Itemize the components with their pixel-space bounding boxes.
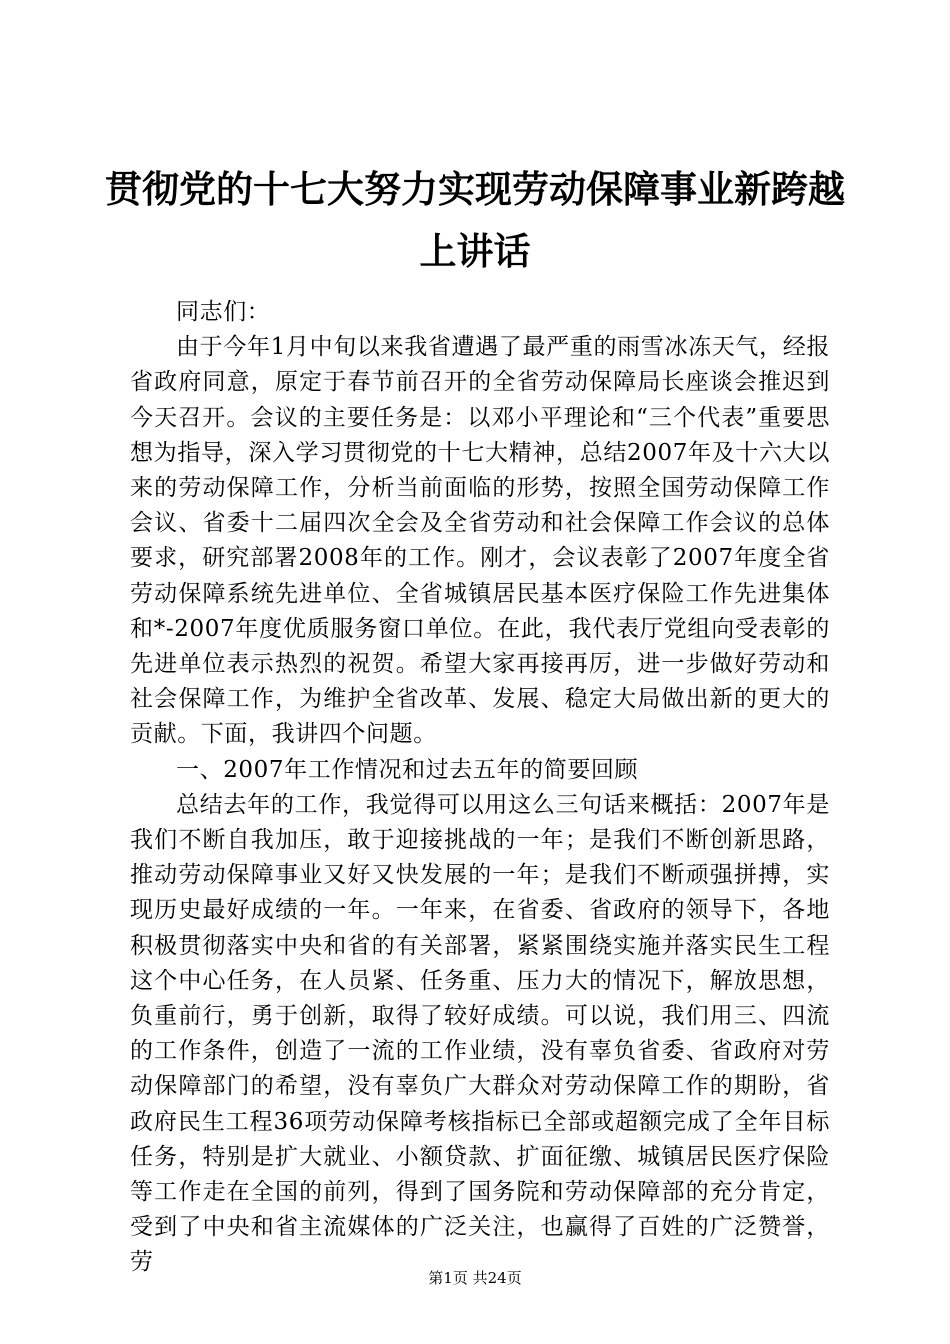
section-heading: 一、2007年工作情况和过去五年的简要回顾 — [176, 756, 639, 783]
page-footer: 第1页 共24页 — [428, 1269, 522, 1287]
document-title — [100, 158, 850, 282]
document-body — [130, 295, 830, 1281]
salutation: 同志们： — [176, 299, 271, 325]
body-paragraph: 由于今年1月中旬以来我省遭遇了最严重的雨雪冰冻天气，经报省政府同意，原定于春节前召开的全省劳动保障局长座谈会推迟到今天召开。会议的主要任务是：以邓小平理论和“三个代表”重要思想为指导，深入学习贯彻党的十七大精神，总结2007年及十六大以来的劳动保障工作，分析当前面临的形势，按照全国劳动保障工作会议、省委十二届四次全会及全省劳动和社会保障工作会议的总体要求，研究部署2008年的工作。刚才，会议表彰了2007年度全省劳动保障系统先进单位、全省城镇居民基本医疗保险工作先进集体和*-2007年度优质服务窗口单位。在此，我代表厅党组向受表彰的先进单位表示热烈的祝贺。希望大家再接再厉，进一步做好劳动和社会保障工作，为维护全省改革、发展、稳定大局做出新的更大的贡献。下面，我讲四个问题。 — [130, 334, 830, 748]
document-title-line-1: 贯彻党的十七大努力实现劳动保障事业新跨越 — [105, 167, 845, 211]
document-title-line-2: 上讲话 — [419, 229, 531, 273]
body-paragraph: 总结去年的工作，我觉得可以用这么三句话来概括：2007年是我们不断自我加压，敢于迎接挑战的一年；是我们不断创新思路，推动劳动保障事业又好又快发展的一年；是我们不断顽强拼搏，实现历史最好成绩的一年。一年来，在省委、省政府的领导下，各地积极贯彻落实中央和省的有关部署，紧紧围绕实施并落实民生工程这个中心任务，在人员紧、任务重、压力大的情况下，解放思想，负重前行，勇于创新，取得了较好成绩。可以说，我们用三、四流的工作条件，创造了一流的工作业绩，没有辜负省委、省政府对劳动保障部门的希望，没有辜负广大群众对劳动保障工作的期盼，省政府民生工程36项劳动保障考核指标已全部或超额完成了全年目标任务，特别是扩大就业、小额贷款、扩面征缴、城镇居民医疗保险等工作走在全国的前列，得到了国务院和劳动保障部的充分肯定，受到了中央和省主流媒体的广泛关注，也赢得了百姓的广泛赞誉，劳 — [130, 791, 830, 1276]
